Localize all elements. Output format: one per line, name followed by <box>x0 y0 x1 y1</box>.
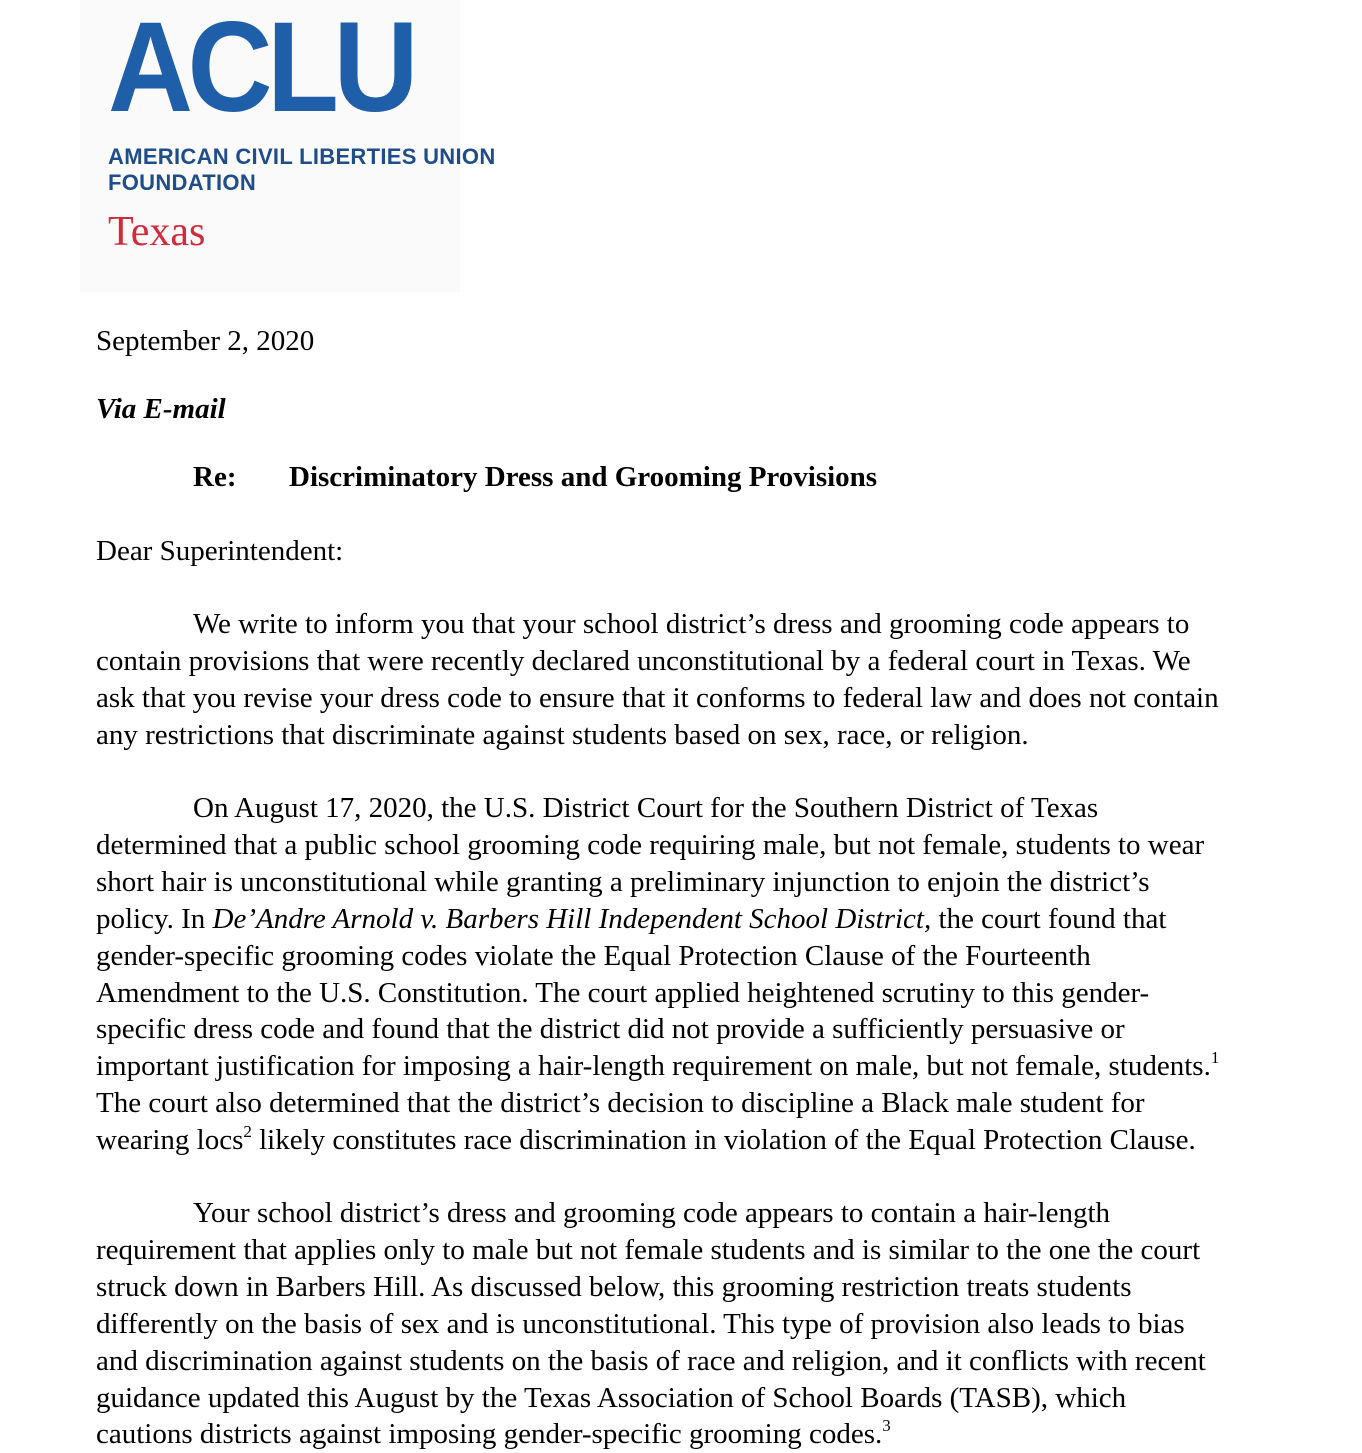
paragraph-line <box>96 1048 1341 1085</box>
paragraph-line <box>96 901 1341 938</box>
case-name: De’Andre Arnold v. Barbers Hill Independent School District, <box>212 902 932 935</box>
logo-org-name: AMERICAN CIVIL LIBERTIES UNION <box>108 144 496 169</box>
paragraph-line: specific dress code and found that the district did not provide a sufficiently persuasive or <box>96 1013 1125 1046</box>
paragraph-line: Your school district’s dress and grooming code appears to contain a hair-length <box>193 1197 1111 1229</box>
paragraph-3 <box>96 1195 1341 1453</box>
paragraph-line: Amendment to the U.S. Constitution. The court applied heightened scrutiny to this gender- <box>96 976 1150 1009</box>
delivery-method: Via E-mail <box>96 393 226 425</box>
letter-date: September 2, 2020 <box>96 325 315 357</box>
paragraph-line: ask that you revise your dress code to ensure that it conforms to federal law and does not contain <box>96 681 1219 714</box>
logo-acronym: ACLU <box>108 0 413 139</box>
paragraph-line: short hair is unconstitutional while granting a preliminary injunction to enjoin the district’s <box>96 865 1150 898</box>
paragraph-line: guidance updated this August by the Texas Association of School Boards (TASB), which <box>96 1381 1127 1414</box>
text-run: wearing locs <box>96 1124 244 1157</box>
footnote-ref: 1 <box>1210 1048 1220 1068</box>
paragraph-line: gender-specific grooming codes violate the Equal Protection Clause of the Fourteenth <box>96 939 1091 972</box>
paragraph-line: contain provisions that were recently declared unconstitutional by a federal court in Texas. We <box>96 644 1191 677</box>
logo-state: Texas <box>108 209 206 255</box>
text-run: important justification for imposing a hair-length requirement on male, but not female, students. <box>96 1050 1211 1083</box>
text-run: the court found that <box>931 902 1167 935</box>
paragraph-line: any restrictions that discriminate against students based on sex, race, or religion. <box>96 718 1029 751</box>
text-run: cautions districts against imposing gender-specific grooming codes. <box>96 1418 883 1451</box>
paragraph-line: differently on the basis of sex and is unconstitutional. This type of provision also leads to bias <box>96 1307 1185 1340</box>
footnote-ref: 3 <box>882 1416 891 1436</box>
paragraph-2 <box>96 790 1341 1159</box>
paragraph-line: and discrimination against students on the basis of race and religion, and it conflicts with recent <box>96 1344 1206 1377</box>
paragraph-line: The court also determined that the district’s decision to discipline a Black male student for <box>96 1087 1145 1120</box>
paragraph-line: We write to inform you that your school district’s dress and grooming code appears to <box>193 608 1190 640</box>
re-label: Re: <box>193 461 237 493</box>
re-subject: Discriminatory Dress and Grooming Provisions <box>289 461 878 493</box>
paragraph-1 <box>96 606 1341 754</box>
text-run: likely constitutes race discrimination in violation of the Equal Protection Clause. <box>251 1124 1196 1157</box>
logo-foundation: FOUNDATION <box>108 170 257 195</box>
paragraph-line <box>96 1416 1341 1453</box>
paragraph-line: struck down in Barbers Hill. As discussed below, this grooming restriction treats students <box>96 1270 1132 1303</box>
footnote-ref: 2 <box>243 1122 252 1142</box>
paragraph-line <box>96 1122 1341 1159</box>
salutation: Dear Superintendent: <box>96 535 344 567</box>
paragraph-line: determined that a public school grooming code requiring male, but not female, students to wear <box>96 828 1205 861</box>
text-run: policy. In <box>96 902 213 935</box>
paragraph-line: requirement that applies only to male but not female students and is similar to the one the court <box>96 1233 1201 1266</box>
paragraph-line: On August 17, 2020, the U.S. District Court for the Southern District of Texas <box>193 792 1099 824</box>
